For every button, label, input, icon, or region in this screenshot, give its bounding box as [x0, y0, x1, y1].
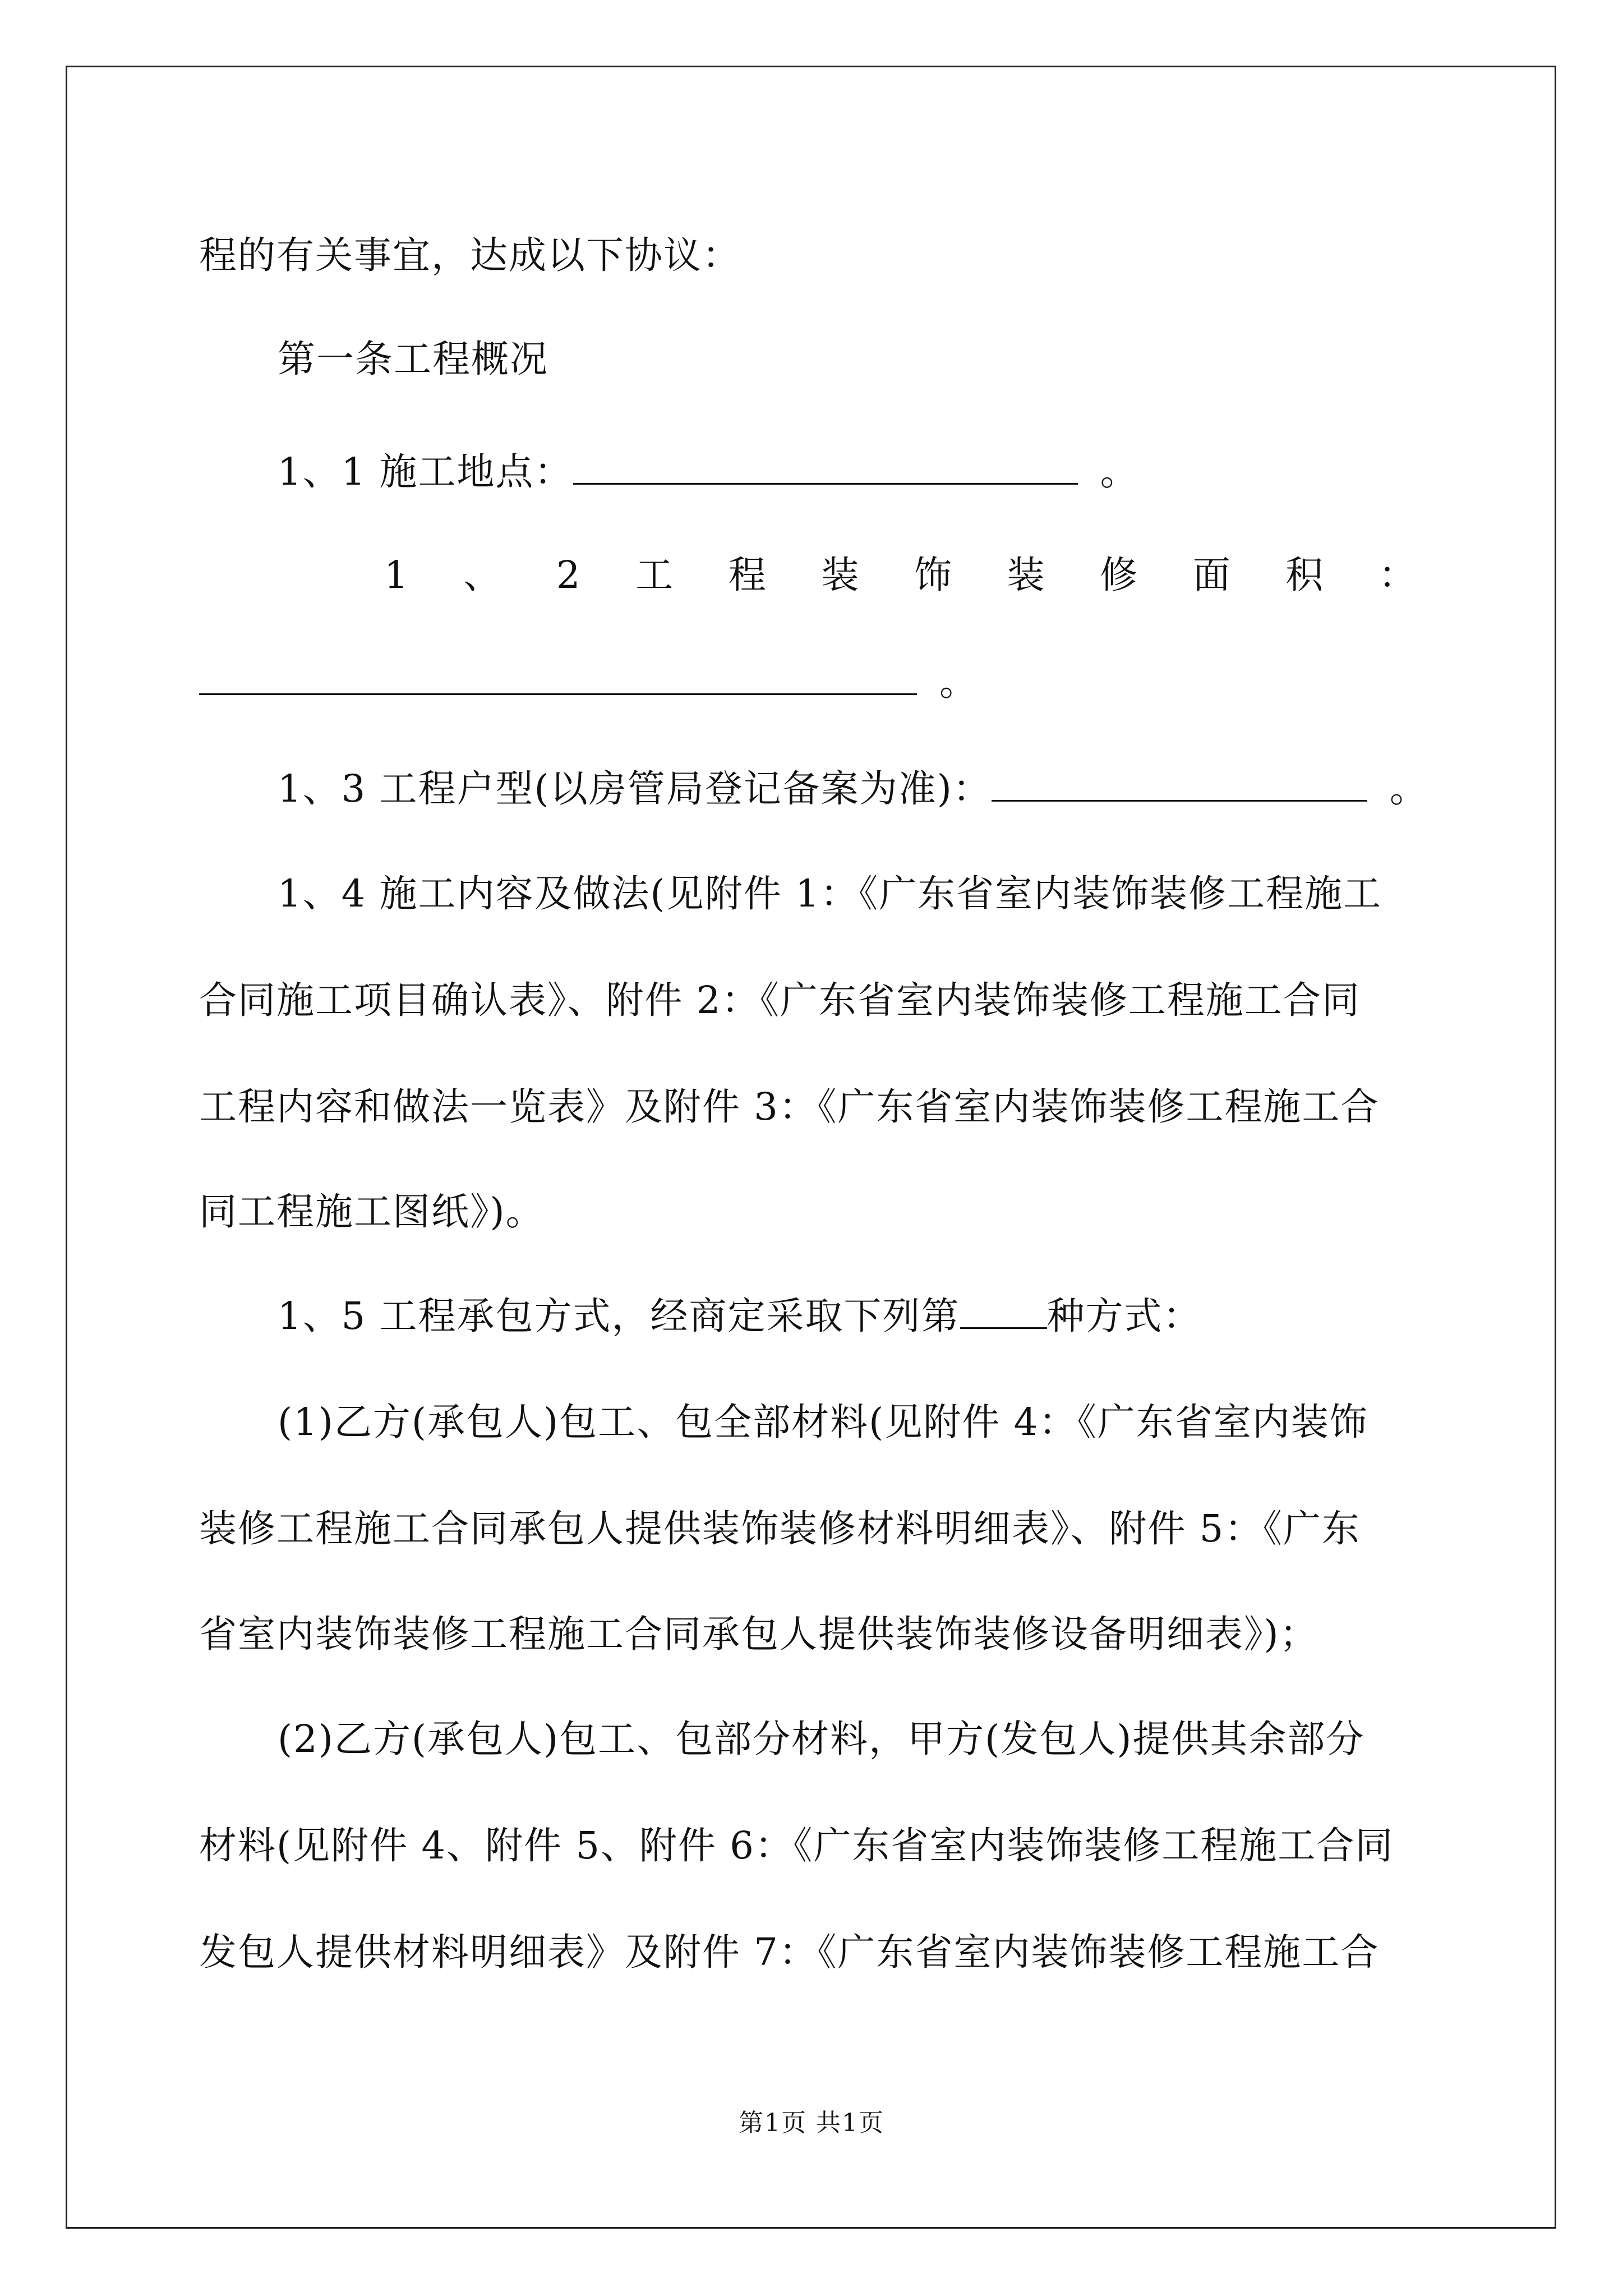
- text-line-7: 1、4 施工内容及做法(见附件 1：《广东省室内装饰装修工程施工: [278, 872, 1382, 915]
- text-line-5: [199, 656, 978, 707]
- contract-mode-label: 1、5 工程承包方式，经商定采取下列第: [278, 1294, 960, 1338]
- spread-char: 工: [635, 553, 674, 597]
- spread-char: 积: [1285, 553, 1324, 597]
- text-line-13: 装修工程施工合同承包人提供装饰装修材料明细表》、附件 5：《广东: [199, 1507, 1361, 1550]
- spread-char: ：: [1378, 553, 1416, 597]
- line-end-mark: 。: [1100, 450, 1139, 494]
- page-footer: 第1页 共1页: [739, 2109, 884, 2137]
- contract-mode-suffix: 种方式：: [1046, 1294, 1202, 1338]
- text-line-12: (1)乙方(承包人)包工、包全部材料(见附件 4：《广东省室内装饰: [278, 1400, 1368, 1444]
- text-line-16: 材料(见附件 4、附件 5、附件 6：《广东省室内装饰装修工程施工合同: [199, 1824, 1394, 1867]
- decoration-area-blank[interactable]: [199, 656, 917, 695]
- text-line-17: 发包人提供材料明细表》及附件 7：《广东省室内装饰装修工程施工合: [199, 1930, 1380, 1974]
- text-line-3: [278, 446, 1139, 497]
- house-type-label: 1、3 工程户型(以房管局登记备案为准)：: [278, 767, 992, 811]
- spread-char: 修: [1100, 553, 1138, 597]
- text-line-11: [278, 1290, 1202, 1341]
- text-line-8: 合同施工项目确认表》、附件 2：《广东省室内装饰装修工程施工合同: [199, 978, 1361, 1022]
- spread-char: 装: [821, 553, 859, 597]
- spread-char: 、: [463, 553, 501, 597]
- construction-site-blank[interactable]: [573, 446, 1078, 485]
- text-line-9: 工程内容和做法一览表》及附件 3：《广东省室内装饰装修工程施工合: [199, 1085, 1380, 1129]
- construction-site-label: 1、1 施工地点：: [278, 450, 573, 494]
- text-line-10: 同工程施工图纸》)。: [199, 1190, 545, 1234]
- section-heading: 第一条工程概况: [278, 337, 548, 381]
- spread-char: 饰: [914, 553, 952, 597]
- spread-char: 1: [384, 553, 408, 597]
- text-line-6: [278, 763, 1428, 814]
- line-end-mark: 。: [1389, 767, 1428, 811]
- house-type-blank[interactable]: [992, 763, 1367, 802]
- spread-char: 装: [1007, 553, 1045, 597]
- spread-char: 面: [1192, 553, 1230, 597]
- text-line-15: (2)乙方(承包人)包工、包部分材料，甲方(发包人)提供其余部分: [278, 1717, 1365, 1761]
- line-end-mark: 。: [939, 660, 978, 704]
- decoration-area-label: [384, 550, 1416, 600]
- page-border: [66, 66, 1556, 2229]
- text-line-1: 程的有关事宜，达成以下协议：: [199, 233, 741, 277]
- text-line-14: 省室内装饰装修工程施工合同承包人提供装饰装修设备明细表》)；: [199, 1612, 1318, 1656]
- contract-mode-blank[interactable]: [960, 1290, 1047, 1329]
- spread-char: 2: [556, 553, 580, 597]
- spread-char: 程: [728, 553, 766, 597]
